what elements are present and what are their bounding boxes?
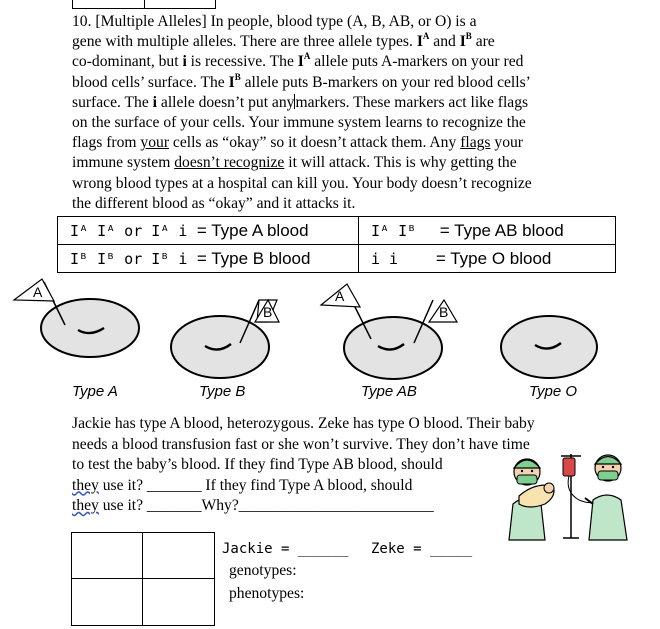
phenotypes-label: phenotypes:: [229, 585, 305, 602]
question-line: 10. [Multiple Alleles] In people, blood type (A, B, AB, or O) is a: [72, 13, 477, 30]
red-blood-cell-type-o: [501, 316, 597, 378]
red-blood-cell-type-a: [14, 279, 139, 357]
table-row: [58, 245, 616, 273]
question-line: gene with multiple alleles. There are three allele types. $I^A$ and $I^B$ are: [72, 31, 495, 51]
red-blood-cell-type-b: [171, 300, 279, 378]
genotypes-label: genotypes:: [229, 562, 297, 579]
table-row: [58, 217, 616, 245]
cell-caption: Type AB: [361, 383, 417, 400]
doctor-icon: [509, 459, 554, 540]
table-cell: Iᴬ Iᴬ or Iᴬ i = Type A blood: [58, 217, 359, 245]
cell-caption: Type B: [199, 383, 246, 400]
question-line: surface. The i allele doesn’t put anymarkers. These markers act like flags: [72, 93, 529, 111]
problem-line: Jackie has type A blood, heterozygous. Zeke has type O blood. Their baby: [72, 415, 535, 432]
question-line: co-dominant, but i is recessive. The $I^A$ allele puts A-markers on your red: [72, 51, 524, 71]
question-line: on the surface of your cells. Your immune system learns to recognize the: [72, 114, 526, 132]
genotype-table: [57, 216, 616, 273]
blood-cell-diagram: [0, 270, 660, 382]
cell-caption: Type O: [529, 383, 578, 400]
table-cell: Iᴬ Iᴮ = Type AB blood: [359, 217, 616, 245]
doctors-transfusion-illustration: [505, 452, 633, 542]
jackie-answer-label: Jackie = ______: [222, 541, 349, 557]
question-line: blood cells’ surface. The $I^B$ allele puts B-markers on your red blood cells’: [72, 71, 531, 91]
top-frame-fragment: [72, 0, 216, 9]
table-cell: Iᴮ Iᴮ or Iᴮ i = Type B blood: [58, 245, 359, 273]
problem-line: needs a blood transfusion fast or she won’t survive. They don’t have time: [72, 435, 530, 453]
word-problem: [72, 414, 535, 517]
question-line: immune system doesn’t recognize it will attack. This is why getting the: [72, 154, 517, 172]
problem-line: to test the baby’s blood. If they find Type AB blood, should: [72, 456, 443, 473]
question-line: wrong blood types at a hospital can kill you. Your body doesn’t recognize: [72, 174, 532, 192]
red-blood-cell-type-ab: [321, 284, 457, 379]
svg-text:A: A: [335, 288, 345, 304]
doctor-icon: [585, 455, 627, 540]
zeke-answer-label: Zeke = _____: [371, 541, 473, 557]
question-line: the different blood as “okay” and it attacks it.: [72, 194, 356, 212]
question-line: flags from your cells as “okay” so it doesn’t attack them. Any flags your: [72, 134, 523, 152]
question-paragraph: [72, 12, 612, 214]
problem-line: they use it? _______ If they find Type A blood, should: [72, 476, 413, 494]
problem-line: they use it? _______Why?_________________________: [72, 497, 434, 514]
svg-text:A: A: [33, 284, 43, 300]
iv-stand-icon: [561, 454, 593, 538]
cell-caption: Type A: [72, 383, 118, 400]
svg-text:B: B: [263, 304, 273, 320]
punnett-square: [71, 532, 215, 626]
svg-text:B: B: [439, 304, 449, 320]
table-cell: i i = Type O blood: [359, 245, 616, 273]
